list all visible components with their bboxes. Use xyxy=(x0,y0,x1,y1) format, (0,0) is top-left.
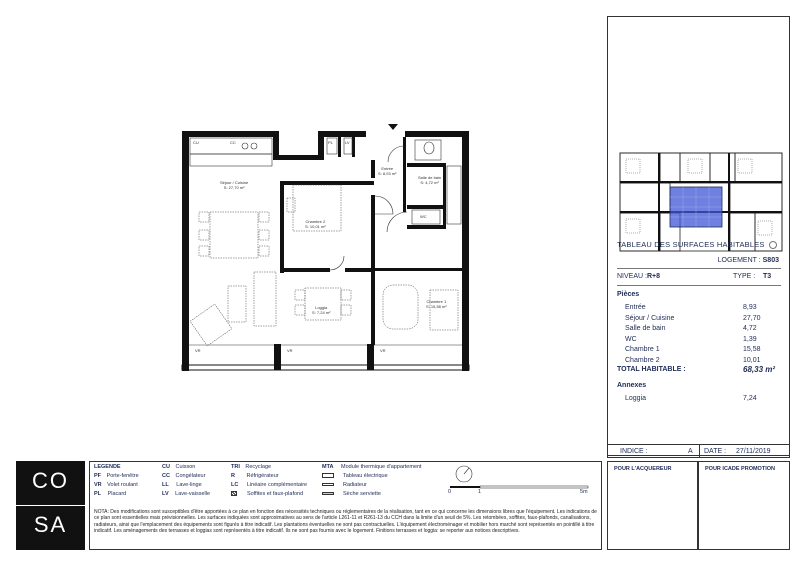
legend-text: Volet roulant xyxy=(107,482,138,488)
room-name: Loggia xyxy=(315,305,328,310)
logement-value: S803 xyxy=(762,257,779,264)
piece-label: Entrée xyxy=(625,304,646,311)
legend-text: Porte-fenêtre xyxy=(106,473,139,479)
legend-text: Tableau électrique xyxy=(343,473,388,479)
piece-label: Chambre 1 xyxy=(625,346,660,353)
legend-text: Module thermique d'appartement xyxy=(341,464,422,470)
fixture-cc: CC xyxy=(230,140,236,145)
legend-text: Sèche serviette xyxy=(343,491,381,497)
room-name: Chambre 2 xyxy=(305,219,326,224)
total-label: TOTAL HABITABLE : xyxy=(617,366,686,373)
piece-value: 10,01 xyxy=(743,356,761,364)
legend-text: Lave-vaisselle xyxy=(175,491,211,497)
room-surface: S: 8,93 m² xyxy=(378,171,397,176)
legend-text: Soffites et faux-plafond xyxy=(247,491,304,497)
divider xyxy=(699,445,700,457)
logo-line1: CO xyxy=(32,468,69,493)
fixture-lv: LV xyxy=(345,140,350,145)
legend-code: PF xyxy=(94,473,102,479)
legend-text: Lave-linge xyxy=(176,482,202,488)
room-name: Entrée xyxy=(381,166,394,171)
piece-label: Séjour / Cuisine xyxy=(625,314,675,322)
piece-value: 1,39 xyxy=(743,335,757,343)
room-surface: S: 27,70 m² xyxy=(223,185,245,190)
window-label: VR xyxy=(195,348,201,353)
room-name: Séjour / Cuisine xyxy=(220,180,249,185)
legend-code: LC xyxy=(231,482,239,488)
interior-walls xyxy=(280,137,464,345)
divider xyxy=(617,268,781,269)
towel-dryer-icon xyxy=(322,492,334,495)
room-name: Chambre 1 xyxy=(426,299,447,304)
radiator-icon xyxy=(322,483,334,486)
legend-code: VR xyxy=(94,482,102,488)
legend-code: R xyxy=(231,473,235,479)
scale-one: 1 xyxy=(478,489,482,495)
pieces-header: Pièces xyxy=(617,291,640,298)
window-label: VR xyxy=(287,348,293,353)
legend-code: LV xyxy=(162,491,169,497)
north-arrow-icon xyxy=(388,124,398,130)
promotion-label: POUR ICADE PROMOTION xyxy=(705,466,775,472)
legend-code: MTA xyxy=(322,464,334,470)
annex-label: Loggia xyxy=(625,395,647,402)
annex-value: 7,24 xyxy=(743,395,757,402)
logo-line2: SA xyxy=(33,512,68,537)
room-surface: S: 15,58 m² xyxy=(426,304,447,309)
acquereur-box xyxy=(607,461,698,550)
nota-text: NOTA: Des modifications sont susceptibles d'être apportées à ce plan en fonction des nécessités techniques ou réglementaires de la réalisation, tant en ce qui concerne les dimensions libres que l'équipement. Les indications de ce plan sont essentielles mais prévisionnelles. Les surfaces indiquées sont approximatives au sens de l'article L261-11 et R261-13 du CCH dans la limite d'un seuil de 5%. Les retombées, soffites, faux-plafonds, canalisations, radiateurs, ainsi que l'emplacement des équipements sont figurés à titre indicatif. Les plantations éventuelles ne sont pas contractuelles. L'équipement électroménager et mobilier hors marché sont représentés en pointillé à titre indicatif. Les aménagements des terrasses et loggias sont représentés à titre indicatif. Ils ne sont pas fournis avec le logement. Finitions terrasses et loggia: se reporter aux notices descriptives. xyxy=(94,509,597,534)
piece-value: 15,58 xyxy=(743,346,761,353)
scale-zero: 0 xyxy=(448,489,452,495)
date-label: DATE : xyxy=(704,448,727,455)
niveau-label: NIVEAU : xyxy=(617,273,647,280)
electric-panel-icon xyxy=(322,473,334,478)
room-surface: S: 7,24 m² xyxy=(312,310,331,315)
type-value: T3 xyxy=(763,273,772,280)
logement-label: LOGEMENT : xyxy=(717,257,761,264)
piece-label: WC xyxy=(625,335,637,343)
room-name: Salle de bain xyxy=(418,175,442,180)
legend-text: Congélateur xyxy=(175,473,206,479)
legend-code: LL xyxy=(162,482,169,488)
room-surface: S: 10,01 m² xyxy=(305,224,326,229)
fixture-pl: PL xyxy=(328,140,333,145)
niveau-value: R+8 xyxy=(647,273,661,280)
promotion-box xyxy=(698,461,790,550)
total-value: 68,33 m² xyxy=(743,365,776,374)
surface-panel xyxy=(607,16,790,456)
cosa-logo xyxy=(16,461,85,550)
divider xyxy=(617,285,781,286)
indice-value: A xyxy=(688,448,693,455)
legend-text: Linéaire complémentaire xyxy=(246,482,308,488)
legend-code: CC xyxy=(162,473,170,479)
legend-title: LEGENDE xyxy=(94,464,121,470)
acquereur-label: POUR L'ACQUEREUR xyxy=(614,466,672,472)
indice-label: INDICE : xyxy=(620,448,648,455)
date-value: 27/11/2019 xyxy=(736,448,771,455)
legend-text: Cuisson xyxy=(175,464,196,470)
indice-bar xyxy=(607,444,790,458)
compass-mini-icon xyxy=(769,241,777,249)
type-label: TYPE : xyxy=(733,273,756,280)
room-surface: S: 4,72 m² xyxy=(420,180,439,185)
table-title: TABLEAU DES SURFACES HABITABLES xyxy=(617,240,765,249)
logo-divider xyxy=(16,505,85,506)
fixture-cu: CU xyxy=(193,140,199,145)
legend-code: CU xyxy=(162,464,170,470)
building-key-plan xyxy=(618,151,784,253)
legend-text: Réfrigérateur xyxy=(246,473,279,479)
scale-bar-icon xyxy=(450,464,600,498)
legend-code: PL xyxy=(94,491,102,497)
piece-value: 8,93 xyxy=(743,304,757,311)
legend-text: Placard xyxy=(107,491,127,497)
furniture xyxy=(190,185,458,346)
window-label: VR xyxy=(380,348,386,353)
piece-label: Chambre 2 xyxy=(625,356,660,364)
scale-five: 5m xyxy=(580,489,588,495)
hatch-icon xyxy=(231,491,237,496)
piece-label: Salle de bain xyxy=(625,325,666,332)
legend-box xyxy=(89,461,602,550)
legend-text: Radiateur xyxy=(343,482,367,488)
fixture-wc: WC xyxy=(420,214,427,219)
annexes-header: Annexes xyxy=(617,382,647,389)
piece-value: 27,70 xyxy=(743,314,761,322)
legend-code: TRI xyxy=(231,464,240,470)
legend-text: Recyclage xyxy=(245,464,272,470)
piece-value: 4,72 xyxy=(743,325,757,332)
